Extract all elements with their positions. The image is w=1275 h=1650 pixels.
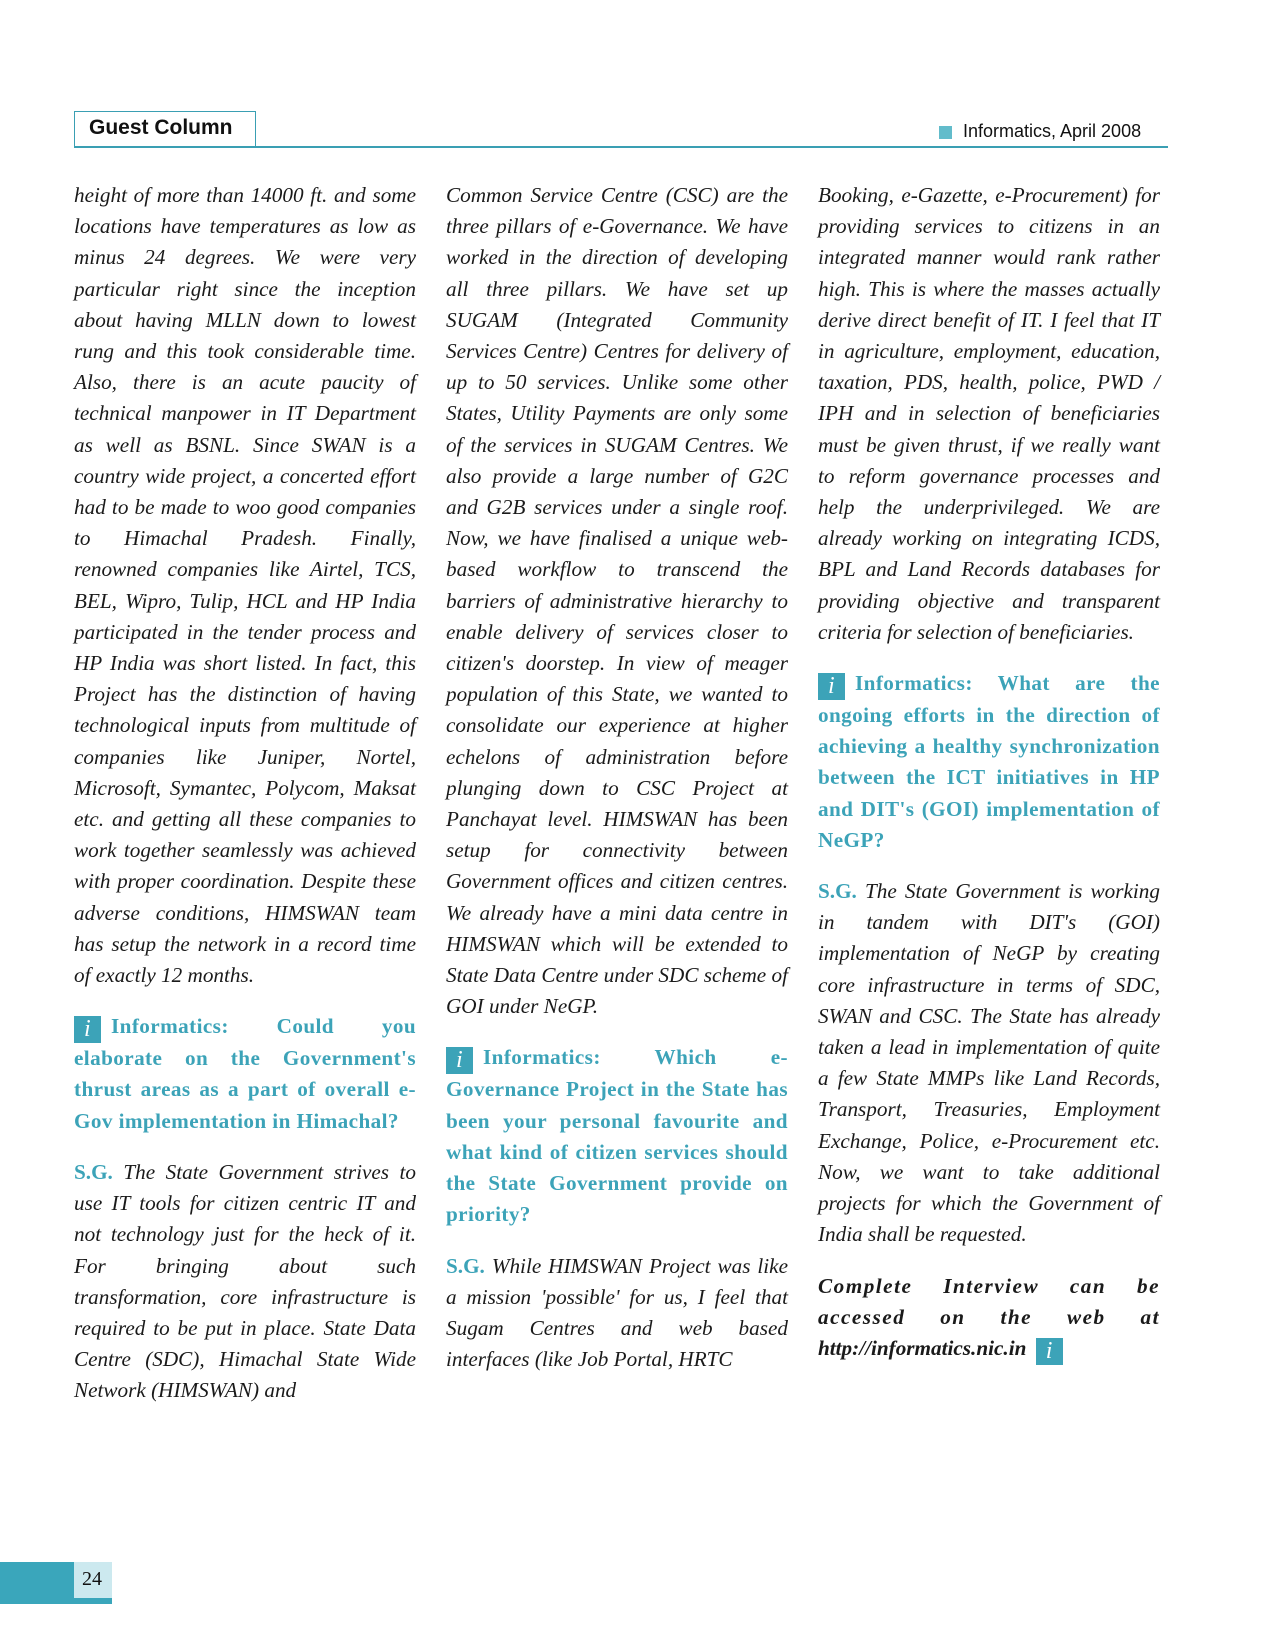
column-3-text: Booking, e-Gazette, e-Procurement) for providing services to citizens in an integrated manner would rank rather high. This is where the masses actually derive direct benefit of IT. I feel that IT in agriculture, employment, education, taxation, PDS, health, police, PWD / IPH and in selection of beneficiaries must be given thrust, if we really want to reform governance processes and help the underprivileged. We are already working on integrating ICDS, BPL and Land Records databases for providing objective and transparent criteria for selection of beneficiaries. <box>818 183 1160 644</box>
info-icon: i <box>446 1047 473 1074</box>
column-1-text: height of more than 14000 ft. and some locations have temperatures as low as minus 24 degrees. We were very particular right since the inception about having MLLN down to lowest rung and this took considerable time. Also, there is an acute paucity of technical manpower in IT Department as well as BSNL. Since SWAN is a country wide project, a concerted effort had to be made to woo good companies to Himachal Pradesh. Finally, renowned companies like Airtel, TCS, BEL, Wipro, Tulip, HCL and HP India participated in the tender process and HP India was short listed. In fact, this Project has the distinction of having technological inputs from multitude of companies like Juniper, Nortel, Microsoft, Symantec, Polycom, Maksat etc. and getting all these companies to work together seamlessly was achieved with proper coordination. Despite these adverse conditions, HIMSWAN team has setup the network in a record time of exactly 12 months. <box>74 183 416 988</box>
speaker-label: S.G. <box>446 1253 485 1278</box>
section-tab <box>74 111 256 146</box>
website-link[interactable]: http://informatics.nic.in <box>818 1335 1027 1360</box>
question-2 <box>446 1042 788 1230</box>
question-3 <box>818 668 1160 856</box>
footer-underline <box>74 1598 112 1604</box>
question-1-text: Informatics: Could you elaborate on the Government's thrust areas as a part of overall e-Gov implementation in Himachal? <box>74 1014 416 1133</box>
answer-1-text: The State Government strives to use IT tools for citizen centric IT and not technology just for the heck of it. For bringing about such transformation, core infrastructure is required to be put in place. State Data Centre (SDC), Himachal State Wide Network (HIMSWAN) and <box>74 1159 417 1403</box>
answer-2-text: While HIMSWAN Project was like a mission 'possible' for us, I feel that Sugam Centres and web based interfaces (like Job Portal, HRTC <box>446 1253 788 1372</box>
question-1 <box>74 1011 416 1137</box>
question-3-text: Informatics: What are the ongoing efforts in the direction of achieving a healthy synchronization between the ICT initiatives in HP and DIT's (GOI) implementation of NeGP? <box>818 671 1160 852</box>
header-rule <box>74 146 1168 148</box>
header-square-icon <box>939 126 952 139</box>
question-2-text: Informatics: Which e-Governance Project in the State has been your personal favourite and what kind of citizen services should the State Government provide on priority? <box>446 1045 788 1227</box>
answer-3-text: The State Government is working in tandem with DIT's (GOI) implementation of NeGP by creating core infrastructure in terms of SDC, SWAN and CSC. The State has already taken a lead in implementation of quite a few State MMPs like Land Records, Transport, Treasuries, Employment Exchange, Police, e-Procurement etc. Now, we want to take additional projects for which the Government of India shall be requested. <box>818 879 1160 1247</box>
issue-label: Informatics, April 2008 <box>963 121 1142 141</box>
info-icon: i <box>74 1016 101 1043</box>
section-label: Guest Column <box>89 116 233 139</box>
speaker-label: S.G. <box>74 1159 113 1184</box>
answer-3 <box>818 876 1160 1250</box>
footer-bar <box>0 1562 74 1604</box>
info-icon: i <box>818 673 845 700</box>
speaker-label: S.G. <box>818 879 857 904</box>
page-number: 24 <box>82 1568 102 1590</box>
column-2 <box>446 180 788 1395</box>
end-info-icon: i <box>1036 1338 1063 1365</box>
column-3 <box>818 180 1160 1385</box>
closing-note <box>818 1271 1160 1365</box>
column-1 <box>74 180 416 1427</box>
answer-1 <box>74 1157 416 1407</box>
answer-2 <box>446 1251 788 1376</box>
closing-text: Complete Interview can be accessed on the web at <box>818 1273 1160 1329</box>
column-2-text: Common Service Centre (CSC) are the three pillars of e-Governance. We have worked in the direction of developing all three pillars. We have set up SUGAM (Integrated Community Services Centre) Centres for delivery of up to 50 services. Unlike some other States, Utility Payments are only some of the services in SUGAM Centres. We also provide a large number of G2C and G2B services under a single roof. Now, we have finalised a unique web-based workflow to transcend the barriers of administrative hierarchy to enable delivery of services closer to citizen's doorstep. In view of meager population of this State, we wanted to consolidate our experience at higher echelons of administration before plunging down to CSC Project at Panchayat level. HIMSWAN has been setup for connectivity between Government offices and citizen centres. We already have a mini data centre in HIMSWAN which will be extended to State Data Centre under SDC scheme of GOI under NeGP. <box>446 183 788 1019</box>
